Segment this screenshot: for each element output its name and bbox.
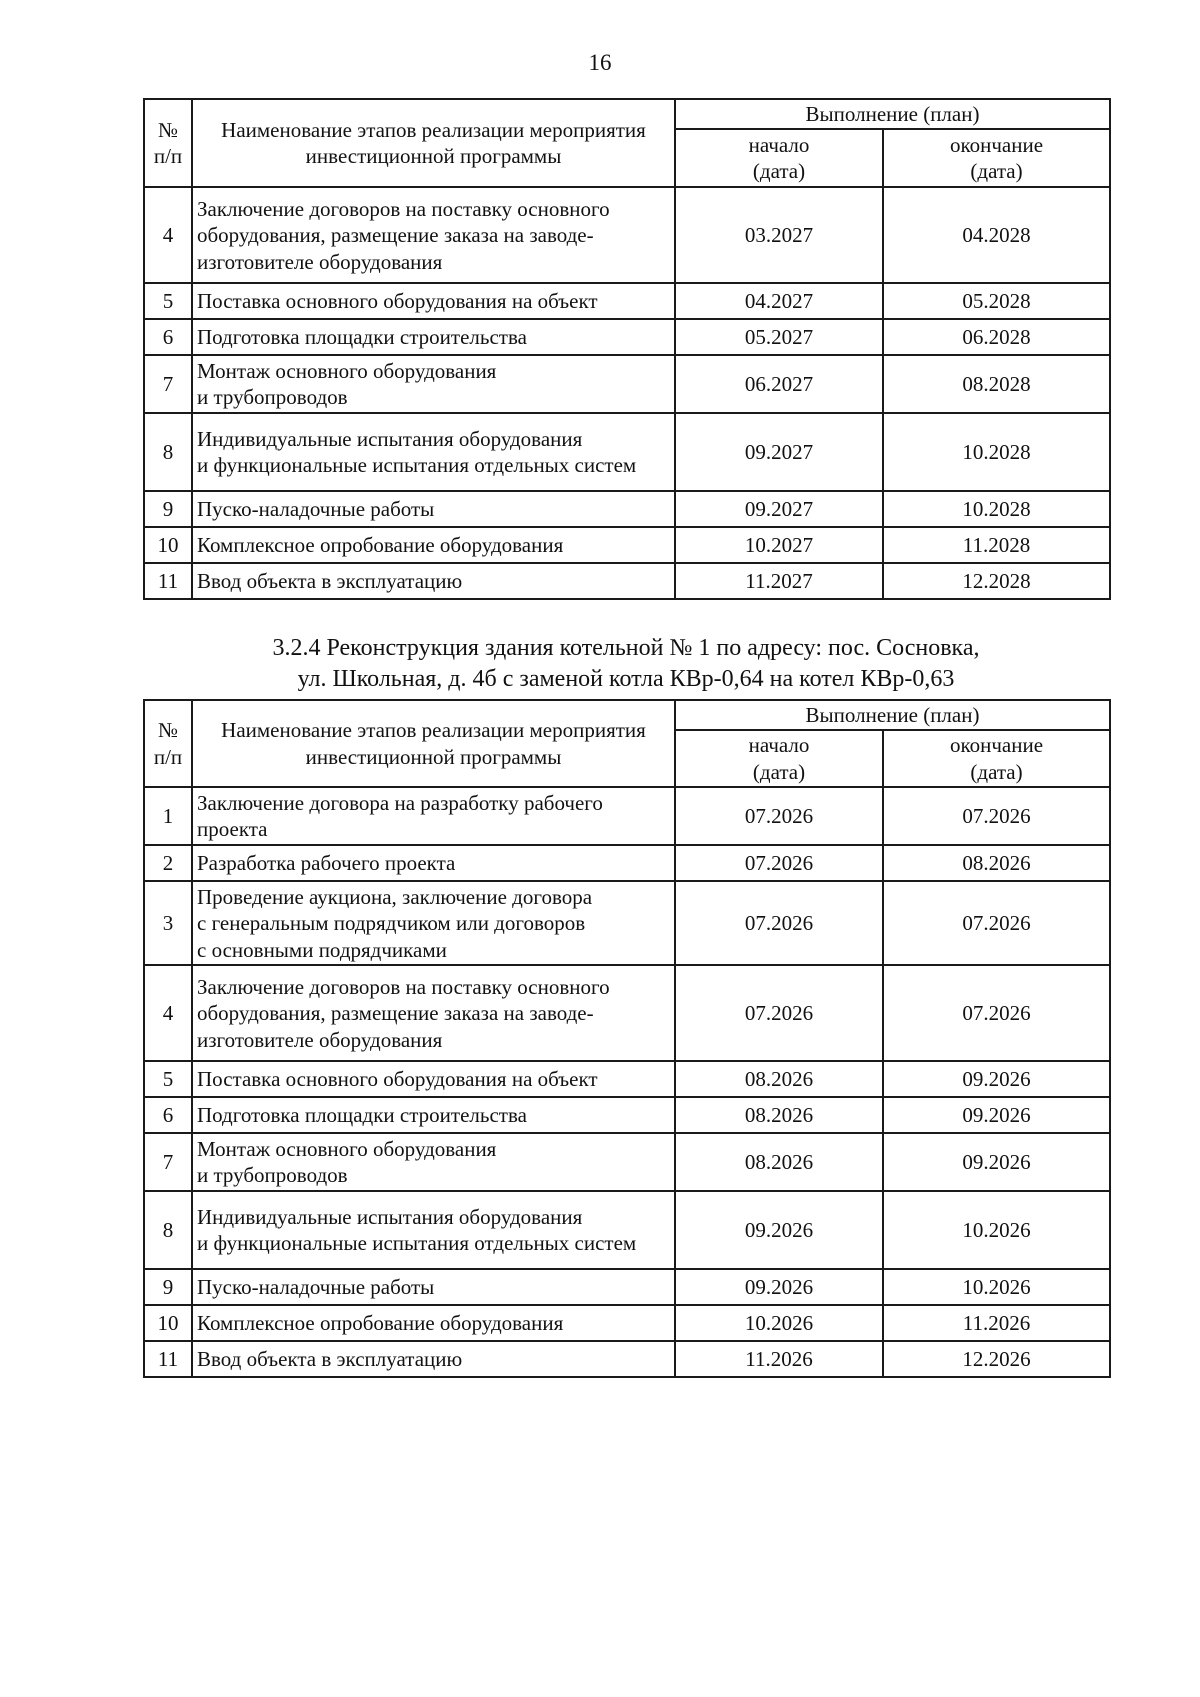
header-start-line1: начало: [748, 733, 810, 758]
stage-name: [192, 787, 675, 845]
header-end-line2: (дата): [970, 759, 1023, 784]
table-row: [144, 563, 1110, 599]
stage-name-line: Заключение договоров на поставку основного: [197, 196, 610, 221]
stage-name-line: оборудования, размещение заказа на заводе-: [197, 223, 594, 248]
stage-name-line: Подготовка площадки строительства: [197, 325, 527, 350]
header-num-line1: №: [157, 718, 179, 743]
start-date: 05.2027: [675, 319, 883, 355]
stage-name-line: Поставка основного оборудования на объект: [197, 1067, 598, 1092]
end-date: 12.2026: [883, 1341, 1110, 1377]
stage-name: [192, 491, 675, 527]
table-row: [144, 1061, 1110, 1097]
header-name: [192, 99, 675, 187]
table-row: [144, 527, 1110, 563]
header-start: [675, 730, 883, 787]
stage-name-line: с генеральным подрядчиком или договоров: [197, 911, 586, 936]
end-date: 10.2028: [883, 491, 1110, 527]
end-date: 10.2026: [883, 1269, 1110, 1305]
start-date: 11.2027: [675, 563, 883, 599]
row-number: 9: [144, 1269, 192, 1305]
row-number: 6: [144, 1097, 192, 1133]
stage-name: [192, 413, 675, 491]
row-number: 10: [144, 527, 192, 563]
end-date: 08.2026: [883, 845, 1110, 881]
stage-name-line: Индивидуальные испытания оборудования: [197, 1204, 583, 1229]
header-start: [675, 129, 883, 187]
stage-name-line: изготовителе оборудования: [197, 249, 443, 274]
stage-name: [192, 319, 675, 355]
start-date: 07.2026: [675, 965, 883, 1061]
header-name-line1: Наименование этапов реализации мероприятия: [221, 117, 646, 142]
start-date: 09.2027: [675, 491, 883, 527]
stage-name: [192, 1305, 675, 1341]
table-row: [144, 283, 1110, 319]
stage-name-line: Комплексное опробование оборудования: [197, 1311, 564, 1336]
section-title: [143, 633, 1109, 695]
end-date: 09.2026: [883, 1097, 1110, 1133]
table-row: [144, 1269, 1110, 1305]
row-number: 11: [144, 1341, 192, 1377]
stage-name-line: Ввод объекта в эксплуатацию: [197, 1347, 463, 1372]
header-end-line1: окончание: [949, 133, 1044, 157]
table-row: [144, 413, 1110, 491]
stage-name-line: Комплексное опробование оборудования: [197, 533, 564, 558]
header-end: [883, 129, 1110, 187]
row-number: 8: [144, 413, 192, 491]
page-number: 16: [588, 50, 612, 75]
stage-name-line: Индивидуальные испытания оборудования: [197, 427, 583, 451]
header-start-line2: (дата): [752, 159, 806, 184]
table-row: [144, 355, 1110, 413]
end-date: 09.2026: [883, 1061, 1110, 1097]
row-number: 1: [144, 787, 192, 845]
start-date: 09.2026: [675, 1191, 883, 1269]
start-date: 10.2027: [675, 527, 883, 563]
stage-name: [192, 1269, 675, 1305]
row-number: 4: [144, 187, 192, 283]
table-row: [144, 881, 1110, 965]
stage-name-line: Монтаж основного оборудования: [197, 1136, 497, 1161]
end-date: 09.2026: [883, 1133, 1110, 1191]
stage-name: [192, 283, 675, 319]
end-date: 05.2028: [883, 283, 1110, 319]
table-header: [144, 700, 1110, 787]
stage-name-line: с основными подрядчиками: [197, 937, 447, 962]
start-date: 11.2026: [675, 1341, 883, 1377]
end-date: 11.2028: [883, 527, 1110, 563]
section-title-line2: ул. Школьная, д. 4б с заменой котла КВр-0,64 на котел КВр-0,63: [297, 666, 955, 693]
row-number: 4: [144, 965, 192, 1061]
table-row: [144, 787, 1110, 845]
row-number: 2: [144, 845, 192, 881]
row-number: 7: [144, 1133, 192, 1191]
end-date: 08.2028: [883, 355, 1110, 413]
end-date: 07.2026: [883, 881, 1110, 965]
header-name-line1: Наименование этапов реализации мероприятия: [221, 718, 646, 743]
start-date: 08.2026: [675, 1061, 883, 1097]
stage-name-line: Проведение аукциона, заключение договора: [197, 884, 593, 909]
table-body: [144, 787, 1110, 1377]
header-start-line1: начало: [748, 133, 810, 157]
header-name-line2: инвестиционной программы: [305, 144, 562, 169]
stage-name-line: Поставка основного оборудования на объект: [197, 289, 598, 314]
start-date: 08.2026: [675, 1133, 883, 1191]
start-date: 09.2027: [675, 413, 883, 491]
start-date: 07.2026: [675, 845, 883, 881]
stage-name: [192, 1133, 675, 1191]
end-date: 12.2028: [883, 563, 1110, 599]
stage-name: [192, 1097, 675, 1133]
stage-name-line: Подготовка площадки строительства: [197, 1103, 527, 1128]
stage-name: [192, 965, 675, 1061]
stage-name-line: оборудования, размещение заказа на заводе-: [197, 1001, 594, 1026]
stage-name-line: Заключение договора на разработку рабочего: [197, 790, 603, 815]
stage-name-line: и трубопроводов: [197, 385, 348, 410]
row-number: 10: [144, 1305, 192, 1341]
start-date: 10.2026: [675, 1305, 883, 1341]
table-row: [144, 1341, 1110, 1377]
stage-name-line: Монтаж основного оборудования: [197, 359, 497, 383]
start-date: 08.2026: [675, 1097, 883, 1133]
stage-name-line: Ввод объекта в эксплуатацию: [197, 569, 463, 594]
row-number: 8: [144, 1191, 192, 1269]
stage-name: [192, 187, 675, 283]
table-row: [144, 1097, 1110, 1133]
stage-name: [192, 845, 675, 881]
stage-name: [192, 1061, 675, 1097]
stage-name-line: Заключение договоров на поставку основного: [197, 974, 610, 999]
start-date: 04.2027: [675, 283, 883, 319]
end-date: 10.2026: [883, 1191, 1110, 1269]
row-number: 3: [144, 881, 192, 965]
header-execution: Выполнение (план): [675, 700, 1110, 730]
header-num-line2: п/п: [153, 744, 183, 769]
header-num-line1: №: [157, 117, 179, 142]
schedule-table-2: [143, 699, 1111, 1378]
start-date: 09.2026: [675, 1269, 883, 1305]
stage-name-line: Пуско-наладочные работы: [197, 1275, 435, 1300]
header-name-line2: инвестиционной программы: [305, 744, 562, 769]
start-date: 06.2027: [675, 355, 883, 413]
start-date: 07.2026: [675, 787, 883, 845]
end-date: 07.2026: [883, 787, 1110, 845]
header-start-line2: (дата): [752, 759, 806, 784]
stage-name-line: и функциональные испытания отдельных систем: [197, 1231, 637, 1256]
stage-name: [192, 563, 675, 599]
stage-name: [192, 355, 675, 413]
stage-name-line: и трубопроводов: [197, 1163, 348, 1188]
header-name: [192, 700, 675, 787]
stage-name-line: проекта: [197, 817, 268, 842]
header-num: [144, 700, 192, 787]
start-date: 07.2026: [675, 881, 883, 965]
table-body: [144, 187, 1110, 599]
table-row: [144, 1133, 1110, 1191]
table-header: [144, 99, 1110, 187]
row-number: 5: [144, 1061, 192, 1097]
table-row: [144, 319, 1110, 355]
stage-name-line: Пуско-наладочные работы: [197, 497, 435, 522]
schedule-table-1: [143, 98, 1111, 600]
table-row: [144, 1191, 1110, 1269]
row-number: 11: [144, 563, 192, 599]
end-date: 07.2026: [883, 965, 1110, 1061]
header-end-line1: окончание: [949, 733, 1044, 758]
stage-name-line: Разработка рабочего проекта: [197, 851, 456, 876]
stage-name: [192, 1341, 675, 1377]
row-number: 6: [144, 319, 192, 355]
stage-name: [192, 1191, 675, 1269]
header-num: [144, 99, 192, 187]
row-number: 9: [144, 491, 192, 527]
row-number: 7: [144, 355, 192, 413]
stage-name: [192, 881, 675, 965]
stage-name-line: изготовителе оборудования: [197, 1027, 443, 1052]
table-row: [144, 965, 1110, 1061]
table-row: [144, 491, 1110, 527]
stage-name-line: и функциональные испытания отдельных систем: [197, 453, 637, 478]
row-number: 5: [144, 283, 192, 319]
end-date: 10.2028: [883, 413, 1110, 491]
stage-name: [192, 527, 675, 563]
header-end-line2: (дата): [970, 159, 1023, 184]
start-date: 03.2027: [675, 187, 883, 283]
header-end: [883, 730, 1110, 787]
table-row: [144, 187, 1110, 283]
end-date: 04.2028: [883, 187, 1110, 283]
section-title-line1: 3.2.4 Реконструкция здания котельной № 1 по адресу: пос. Сосновка,: [272, 635, 980, 661]
header-num-line2: п/п: [153, 144, 183, 169]
end-date: 11.2026: [883, 1305, 1110, 1341]
end-date: 06.2028: [883, 319, 1110, 355]
table-row: [144, 1305, 1110, 1341]
table-row: [144, 845, 1110, 881]
header-execution: Выполнение (план): [675, 99, 1110, 129]
